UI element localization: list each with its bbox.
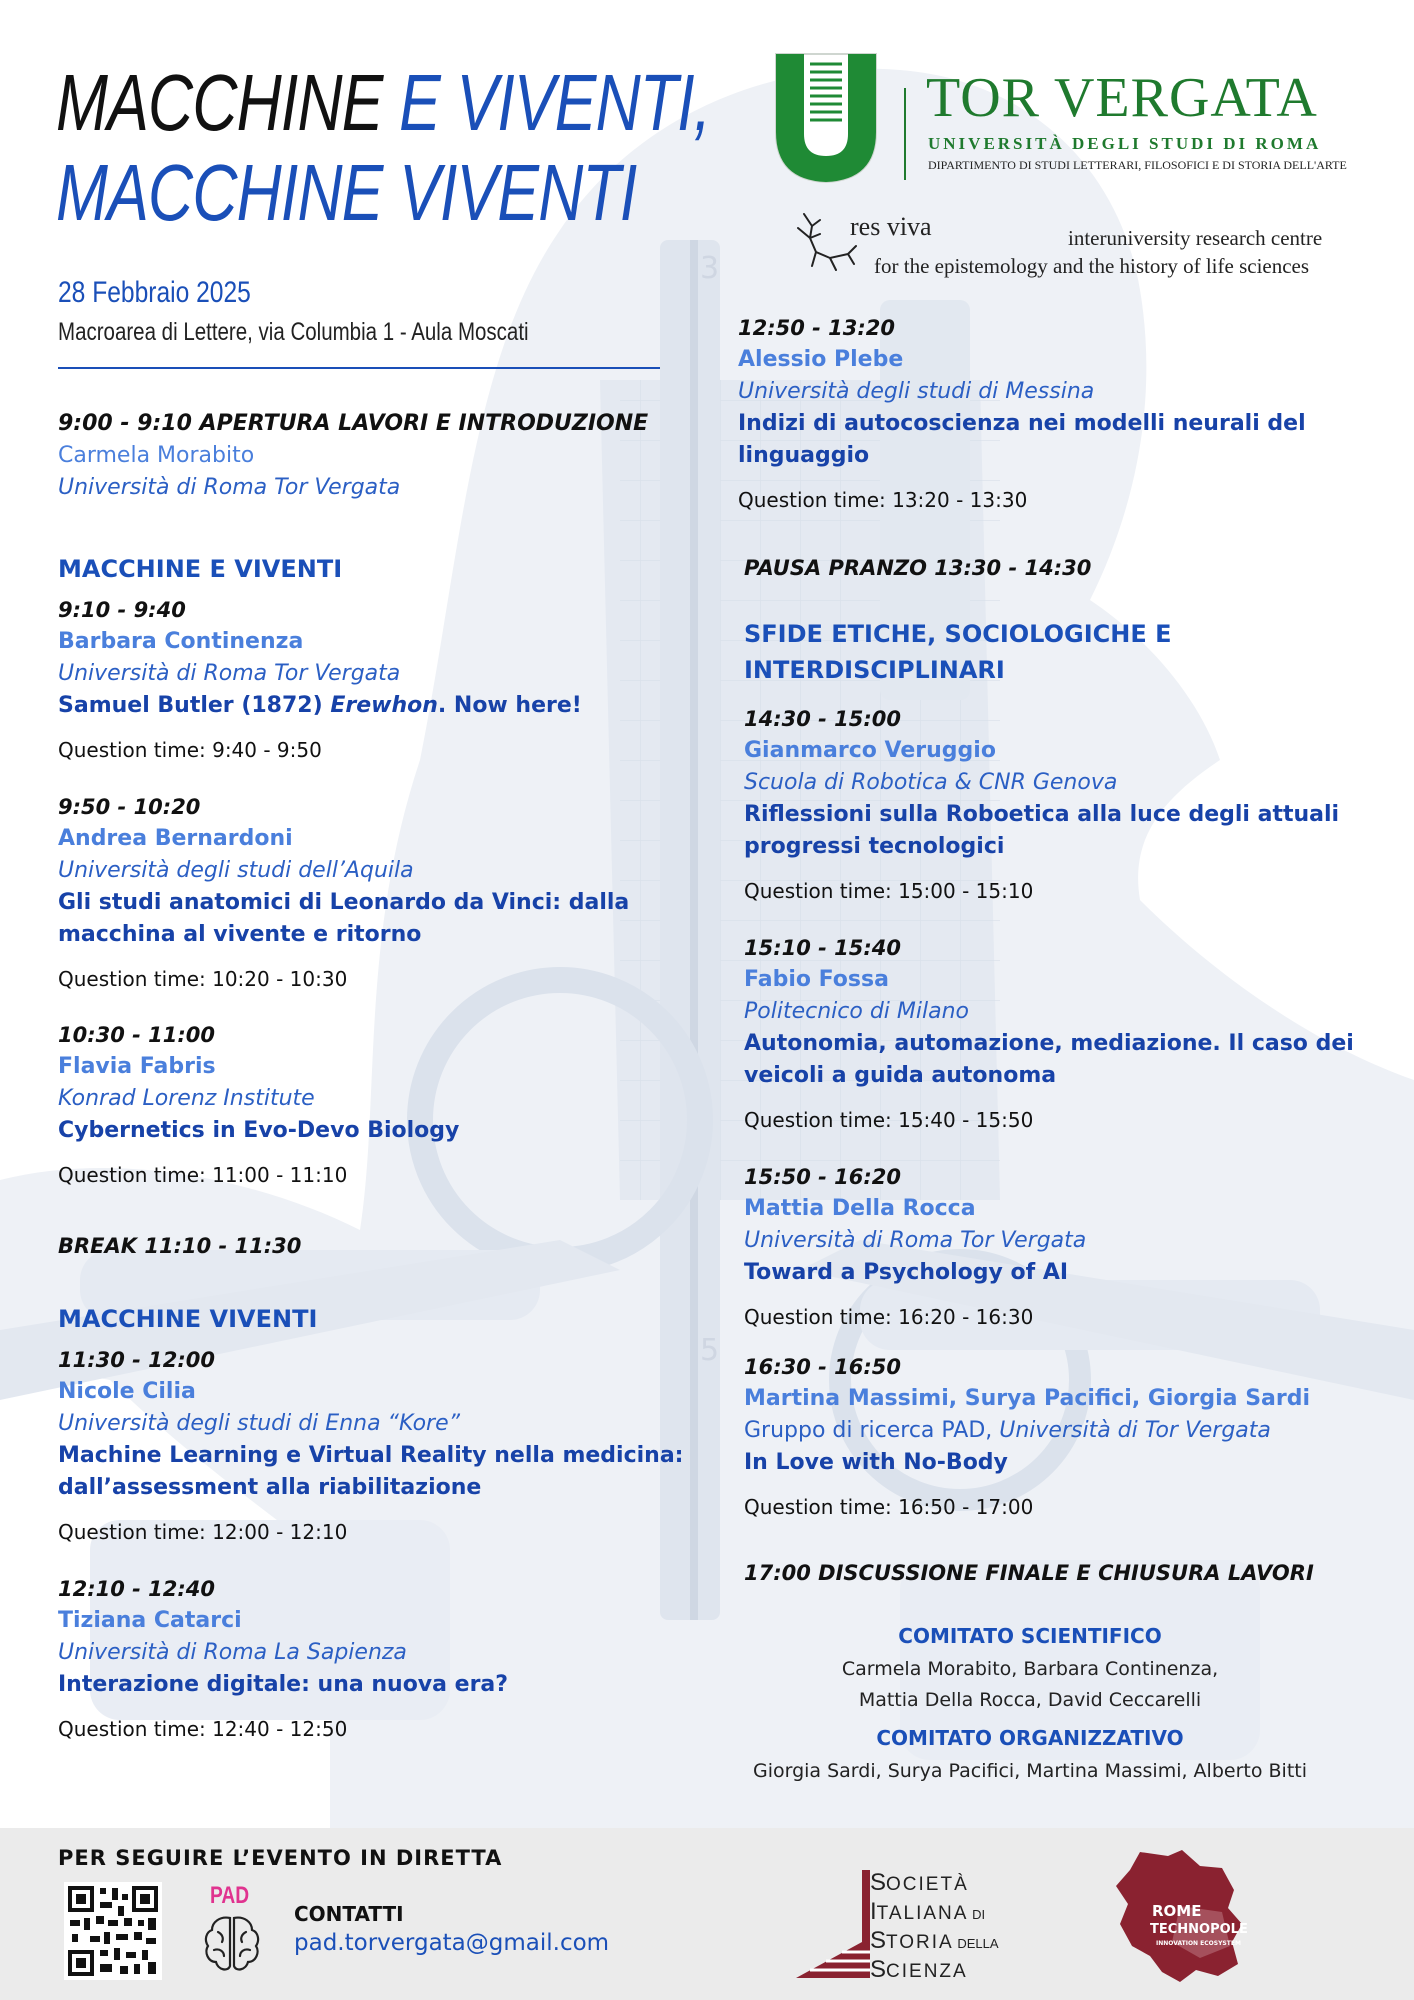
question-time: Question time: 9:40 - 9:50 [58, 738, 322, 762]
talk-time: 15:10 - 15:40 [744, 936, 902, 960]
talk-title-line2: veicoli a guida autonoma [744, 1063, 1057, 1088]
question-time: Question time: 12:00 - 12:10 [58, 1520, 348, 1544]
technopole-text-2: TECHNOPOLE [1150, 1922, 1248, 1937]
talk-block-6 [738, 312, 1306, 516]
title-part-1: MACCHINE [56, 58, 400, 147]
opening-affil: Università di Roma Tor Vergata [58, 475, 401, 500]
talk-title-a: Samuel Butler (1872) [58, 693, 331, 718]
talk-block-8 [744, 932, 1354, 1136]
talk-affil: Università di Roma Tor Vergata [744, 1228, 1087, 1253]
talk-affil: Politecnico di Milano [744, 999, 969, 1024]
committee-scientific-line2: Mattia Della Rocca, David Ceccarelli [858, 1689, 1202, 1711]
logo-divider [904, 88, 906, 180]
siss-line-2: ITALIANA DI [870, 1898, 986, 1925]
live-label: PER SEGUIRE L’EVENTO IN DIRETTA [58, 1846, 503, 1870]
talk-title-line2: linguaggio [738, 443, 870, 468]
talk-title-line1: In Love with No-Body [744, 1450, 1008, 1475]
title-line-2: MACCHINE VIVENTI [56, 148, 637, 237]
section-sfide [744, 616, 1172, 688]
talk-block-7 [744, 703, 1339, 907]
talk-speaker: Barbara Continenza [58, 629, 304, 654]
talk-title-line2: dall’assessment alla riabilitazione [58, 1475, 482, 1500]
committee-scientific-title: COMITATO SCIENTIFICO [898, 1624, 1162, 1648]
siss-line-4: SCIENZA [870, 1956, 968, 1983]
svg-text:3: 3 [700, 251, 720, 286]
talk-affil: Università degli studi dell’Aquila [58, 858, 414, 883]
question-time: Question time: 16:50 - 17:00 [744, 1495, 1034, 1519]
talk-title-line1: Machine Learning e Virtual Reality nella medicina: [58, 1443, 684, 1468]
title-line-1 [56, 60, 710, 146]
resviva-line2: for the epistemology and the history of life sciences [874, 254, 1310, 278]
committees [700, 1624, 1360, 1787]
talk-speaker: Flavia Fabris [58, 1054, 216, 1079]
talk-time: 12:10 - 12:40 [58, 1577, 216, 1601]
talk-block-2 [58, 791, 629, 995]
talk-time: 16:30 - 16:50 [744, 1355, 902, 1379]
committee-organizing-title: COMITATO ORGANIZZATIVO [876, 1726, 1184, 1750]
talk-affil: Università degli studi di Enna “Kore” [58, 1411, 461, 1436]
talk-title-b: Erewhon [330, 693, 438, 718]
title-divider [58, 367, 660, 369]
talk-speaker: Tiziana Catarci [58, 1608, 242, 1633]
section-macchine-e-viventi: MACCHINE E VIVENTI [58, 555, 343, 583]
talk-title-line1: Riflessioni sulla Roboetica alla luce degli attuali [744, 802, 1340, 827]
talk-time: 9:10 - 9:40 [58, 598, 186, 622]
pad-logo-text: PAD [210, 1882, 250, 1909]
question-time: Question time: 11:00 - 11:10 [58, 1163, 348, 1187]
talk-speaker: Nicole Cilia [58, 1379, 196, 1404]
opening-time: 9:00 - 9:10 APERTURA LAVORI E INTRODUZIONE [58, 411, 649, 436]
talk-block-10 [744, 1351, 1310, 1523]
siss-text [870, 1870, 999, 1986]
university-department: DIPARTIMENTO DI STUDI LETTERARI, FILOSOFICI E DI STORIA DELL'ARTE [928, 158, 1347, 172]
talk-title-line1: Gli studi anatomici di Leonardo da Vinci: dalla [58, 890, 630, 915]
question-time: Question time: 16:20 - 16:30 [744, 1305, 1034, 1329]
talk-title-line2: progressi tecnologici [744, 834, 1005, 859]
resviva-line1: interuniversity research centre [1068, 226, 1323, 250]
talk-affil: Scuola di Robotica & CNR Genova [744, 770, 1118, 795]
siss-logo-icon [790, 1868, 882, 1980]
talk-speaker: Fabio Fossa [744, 967, 889, 992]
resviva-name: res viva [850, 212, 932, 241]
tor-vergata-shield-icon [774, 52, 878, 184]
talk-speaker: Alessio Plebe [738, 347, 904, 372]
opening-speaker: Carmela Morabito [58, 443, 255, 468]
contact-email[interactable]: pad.torvergata@gmail.com [294, 1930, 610, 1956]
talk-speaker: Andrea Bernardoni [58, 826, 293, 851]
question-time: Question time: 15:40 - 15:50 [744, 1108, 1034, 1132]
talk-title-line1: Cybernetics in Evo-Devo Biology [58, 1118, 460, 1143]
talk-block-1 [58, 594, 582, 766]
section-macchine-viventi: MACCHINE VIVENTI [58, 1305, 318, 1333]
talk-title-line1: Indizi di autocoscienza nei modelli neurali del [738, 411, 1306, 436]
talk-affil-b: Università di Tor Vergata [999, 1418, 1271, 1443]
committee-organizing-line1: Giorgia Sardi, Surya Pacifici, Martina Massimi, Alberto Bitti [752, 1760, 1308, 1782]
section-line2: INTERDISCIPLINARI [744, 656, 1005, 684]
talk-title [58, 690, 582, 722]
talk-affil: Università degli studi di Messina [738, 379, 1095, 404]
section-line1: SFIDE ETICHE, SOCIOLOGICHE E [744, 620, 1172, 648]
talk-affil: Università di Roma La Sapienza [58, 1640, 407, 1665]
opening-block [58, 408, 648, 504]
talk-title-line2: macchina al vivente e ritorno [58, 922, 422, 947]
talk-title-line1: Toward a Psychology of AI [744, 1260, 1069, 1285]
event-venue: Macroarea di Lettere, via Columbia 1 - Aula Moscati [58, 318, 529, 346]
talk-block-5 [58, 1573, 508, 1745]
talk-affil: Konrad Lorenz Institute [58, 1086, 315, 1111]
talk-title-c: . Now here! [437, 693, 582, 718]
committee-scientific-line1: Carmela Morabito, Barbara Continenza, [841, 1658, 1219, 1680]
brain-icon [200, 1912, 264, 1976]
talk-speaker: Gianmarco Veruggio [744, 738, 996, 763]
question-time: Question time: 12:40 - 12:50 [58, 1717, 348, 1741]
closing-label: 17:00 DISCUSSIONE FINALE E CHIUSURA LAVORI [744, 1561, 1314, 1585]
talk-affil: Università di Roma Tor Vergata [58, 661, 401, 686]
lunch-label: PAUSA PRANZO 13:30 - 14:30 [744, 556, 1092, 580]
talk-affil-a: Gruppo di ricerca PAD, [744, 1418, 1000, 1443]
talk-block-4 [58, 1344, 683, 1548]
break-label: BREAK 11:10 - 11:30 [58, 1234, 302, 1258]
talk-speaker: Martina Massimi, Surya Pacifici, Giorgia Sardi [744, 1386, 1311, 1411]
talk-time: 12:50 - 13:20 [738, 316, 896, 340]
talk-time: 14:30 - 15:00 [744, 707, 902, 731]
talk-speaker: Mattia Della Rocca [744, 1196, 976, 1221]
talk-block-9 [744, 1161, 1086, 1333]
question-time: Question time: 13:20 - 13:30 [738, 488, 1028, 512]
qr-code-icon[interactable] [64, 1882, 162, 1980]
siss-line-1: SOCIETÀ [870, 1869, 969, 1896]
technopole-text-1: ROME [1152, 1902, 1202, 1920]
svg-text:5: 5 [700, 1333, 720, 1368]
talk-title-line1: Autonomia, automazione, mediazione. Il caso dei [744, 1031, 1354, 1056]
talk-title-line1: Interazione digitale: una nuova era? [58, 1672, 509, 1697]
siss-line-3: STORIA DELLA [870, 1927, 999, 1954]
title-part-2: E VIVENTI, [399, 58, 711, 147]
contacts-label: CONTATTI [294, 1902, 404, 1926]
technopole-text-3: INNOVATION ECOSYSTEM [1156, 1940, 1241, 1947]
question-time: Question time: 10:20 - 10:30 [58, 967, 348, 991]
university-subtitle: UNIVERSITÀ DEGLI STUDI DI ROMA [928, 134, 1322, 153]
talk-affil [744, 1415, 1310, 1447]
talk-time: 15:50 - 16:20 [744, 1165, 902, 1189]
event-date: 28 Febbraio 2025 [58, 276, 251, 309]
talk-block-3 [58, 1019, 459, 1191]
question-time: Question time: 15:00 - 15:10 [744, 879, 1034, 903]
university-name: TOR VERGATA [926, 67, 1318, 129]
talk-time: 9:50 - 10:20 [58, 795, 201, 819]
talk-time: 10:30 - 11:00 [58, 1023, 216, 1047]
talk-time: 11:30 - 12:00 [58, 1348, 216, 1372]
